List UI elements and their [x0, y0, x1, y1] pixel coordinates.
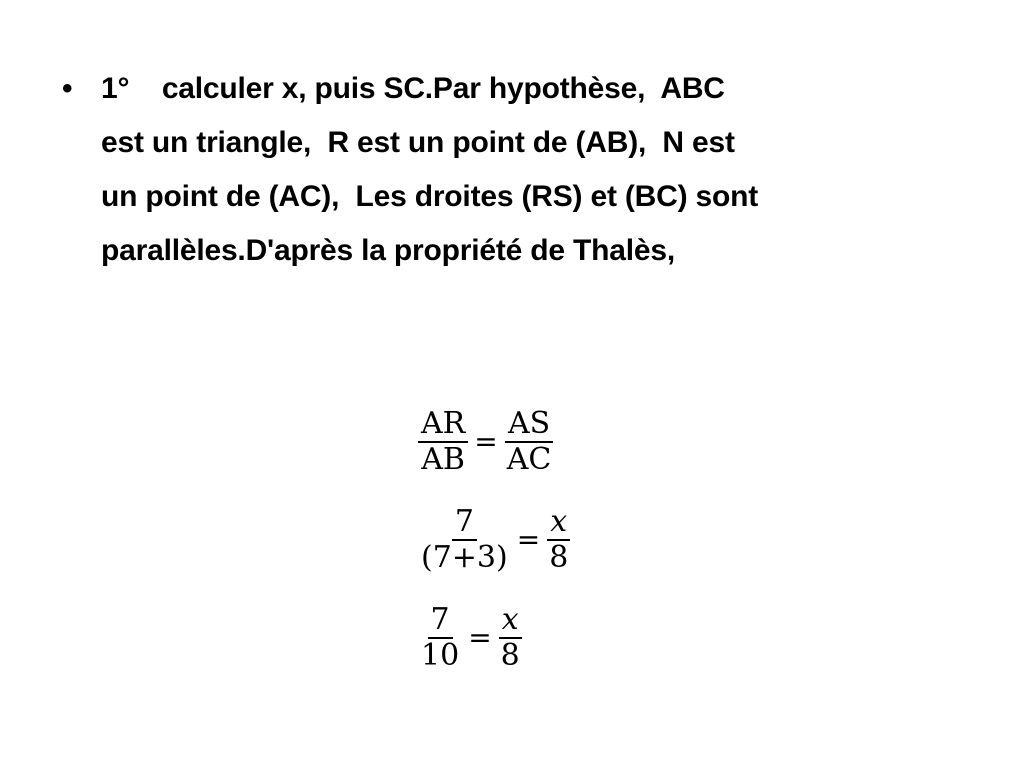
- bullet-text: [101, 62, 992, 278]
- numerator: AR: [418, 407, 468, 443]
- bullet-item: [62, 62, 992, 278]
- thales-equations: [418, 408, 571, 672]
- denominator: 8: [549, 540, 569, 575]
- bullet-dot: •: [62, 72, 73, 105]
- text-line-4: parallèles.D'après la propriété de Thalès,: [101, 234, 675, 267]
- fraction-x-over-8: [546, 505, 571, 575]
- equals-sign: =: [468, 621, 492, 654]
- equation-1: [418, 408, 571, 476]
- text-line-2: est un triangle, R est un point de (AB), N est: [101, 126, 735, 159]
- text-line-3: un point de (AC), Les droites (RS) et (BC) sont: [101, 180, 759, 213]
- fraction-7-over-7-plus-3: [418, 505, 511, 575]
- equation-3: [418, 604, 571, 672]
- numerator: 7: [428, 603, 453, 639]
- denominator: AC: [506, 442, 552, 477]
- denominator: (7+3): [421, 540, 508, 575]
- numerator: 7: [452, 505, 477, 541]
- numerator: x: [547, 505, 570, 541]
- equals-sign: =: [474, 425, 498, 458]
- fraction-7-over-10: [418, 603, 462, 673]
- fraction-x-over-8: [498, 603, 523, 673]
- fraction-ar-ab: [418, 407, 468, 477]
- equals-sign: =: [516, 523, 541, 556]
- numerator: AS: [505, 407, 553, 443]
- denominator: 10: [421, 638, 460, 673]
- text-line-1: 1° calculer x, puis SC.Par hypothèse, ABC: [101, 72, 725, 105]
- denominator: 8: [500, 638, 520, 673]
- equation-2: [418, 506, 571, 574]
- numerator: x: [499, 603, 522, 639]
- denominator: AB: [421, 442, 465, 477]
- fraction-as-ac: [504, 407, 555, 477]
